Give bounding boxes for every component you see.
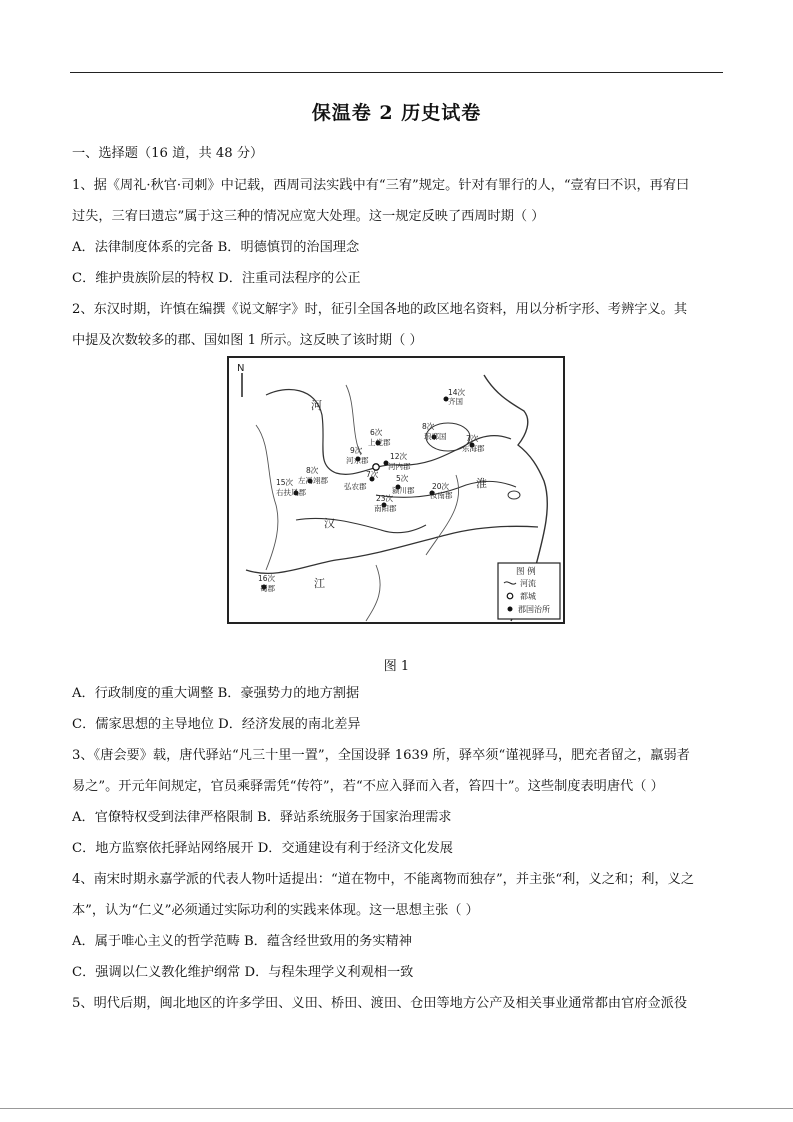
label-count-langya: 8次 xyxy=(422,422,435,431)
label-count-henei: 12次 xyxy=(390,452,408,461)
label-name-nanyang: 南阳郡 xyxy=(374,504,397,513)
q3-options-ab: A．官僚特权受到法律严格限制 B．驿站系统服务于国家治理需求 xyxy=(72,810,452,825)
label-count-zuofengyi: 8次 xyxy=(306,466,319,475)
label-count-qi: 14次 xyxy=(448,388,466,397)
north-label: N xyxy=(237,363,245,374)
q2-stem-line-2: 中提及次数较多的郡、国如图 1 所示。这反映了该时期（ ） xyxy=(72,333,423,348)
label-name-zuofengyi: 左冯翊郡 xyxy=(298,476,328,485)
legend-title: 图 例 xyxy=(516,567,536,577)
section-heading: 一、选择题（16 道，共 48 分） xyxy=(72,146,264,161)
q1-stem-line-2: 过失，三宥曰遗忘”属于这三种的情况应宽大处理。这一规定反映了西周时期（ ） xyxy=(72,209,545,224)
q3-stem-line-2: 易之”。开元年间规定，官员乘驿需凭“传符”，若“不应入驿而入者，笞四十”。这些制度表明唐代（ ） xyxy=(72,779,664,794)
han-commanderies-map xyxy=(226,355,566,625)
q1-options-ab: A．法律制度体系的完备 B．明德慎罚的治国理念 xyxy=(72,240,360,255)
figure-caption: 图 1 xyxy=(383,659,410,674)
bottom-rule xyxy=(0,1108,793,1109)
q4-stem-line-1: 4、南宋时期永嘉学派的代表人物叶适提出：“道在物中，不能离物而独存”，并主张“利，义之和；利，义之 xyxy=(72,872,695,887)
label-count-nanyang: 23次 xyxy=(376,494,394,503)
label-name-hongnong: 弘农郡 xyxy=(344,482,367,491)
q3-options-cd: C．地方监察依托驿站网络展开 D．交通建设有利于经济文化发展 xyxy=(72,841,453,856)
top-rule xyxy=(70,72,723,73)
label-count-shu: 16次 xyxy=(258,574,276,583)
q1-options-cd: C．维护贵族阶层的特权 D．注重司法程序的公正 xyxy=(72,271,361,286)
legend-river: 河流 xyxy=(520,579,536,588)
label-name-shu: 蜀郡 xyxy=(260,584,275,593)
exam-title: 保温卷 2 历史试卷 xyxy=(311,102,482,124)
legend-seat: 郡国治所 xyxy=(518,605,550,614)
q4-options-cd: C．强调以仁义教化维护纲常 D．与程朱理学义利观相一致 xyxy=(72,965,414,980)
river-label-huai: 淮 xyxy=(476,477,487,490)
label-count-runan: 20次 xyxy=(432,482,450,491)
q4-options-ab: A．属于唯心主义的哲学范畴 B．蕴含经世致用的务实精神 xyxy=(72,934,412,949)
label-name-hedong: 河东郡 xyxy=(346,456,369,465)
label-name-donghai: 东海郡 xyxy=(462,444,485,453)
label-name-qi: 齐国 xyxy=(448,397,463,406)
label-count-shangdang: 6次 xyxy=(370,428,383,437)
q2-options-cd: C．儒家思想的主导地位 D．经济发展的南北差异 xyxy=(72,717,361,732)
q3-stem-line-1: 3、《唐会要》载，唐代驿站“凡三十里一置”，全国设驿 1639 所，驿卒须“谨视驿马，肥充者留之，羸弱者 xyxy=(72,748,690,763)
q1-stem-line-1: 1、据《周礼·秋官·司刺》中记载，西周司法实践中有“三宥”规定。针对有罪行的人，“壹宥曰不识，再宥曰 xyxy=(72,178,690,193)
q4-stem-line-2: 本”，认为“仁义”必须通过实际功利的实践来体现。这一思想主张（ ） xyxy=(72,903,479,918)
map-legend xyxy=(498,563,560,619)
label-name-yingchuan: 颍川郡 xyxy=(392,486,415,495)
river-label-jiang: 江 xyxy=(314,577,325,590)
label-count-youfufeng: 15次 xyxy=(276,478,294,487)
river-label-han: 汉 xyxy=(324,517,335,530)
q2-options-ab: A．行政制度的重大调整 B．豪强势力的地方割据 xyxy=(72,686,360,701)
q5-stem-line-1: 5、明代后期，闽北地区的许多学田、义田、桥田、渡田、仓田等地方公产及相关事业通常都由官府佥派役 xyxy=(72,996,688,1011)
label-name-langya: 琅邪国 xyxy=(424,432,447,441)
label-count-donghai: 7次 xyxy=(466,434,479,443)
river-label-he: 河 xyxy=(311,399,322,412)
label-count-hedong: 9次 xyxy=(350,446,363,455)
label-name-runan: 汝南郡 xyxy=(430,491,453,500)
legend-capital: 都城 xyxy=(520,592,536,601)
label-count-yingchuan: 5次 xyxy=(396,474,409,483)
figure-1-map xyxy=(226,355,566,625)
label-name-shangdang: 上党郡 xyxy=(368,438,391,447)
q2-stem-line-1: 2、东汉时期，许慎在编撰《说文解字》时，征引全国各地的政区地名资料，用以分析字形、考辨字义。其 xyxy=(72,302,688,317)
label-name-henei: 河内郡 xyxy=(388,462,411,471)
label-count-hongnong: 7次 xyxy=(366,470,379,479)
label-name-youfufeng: 右扶风郡 xyxy=(276,488,306,497)
